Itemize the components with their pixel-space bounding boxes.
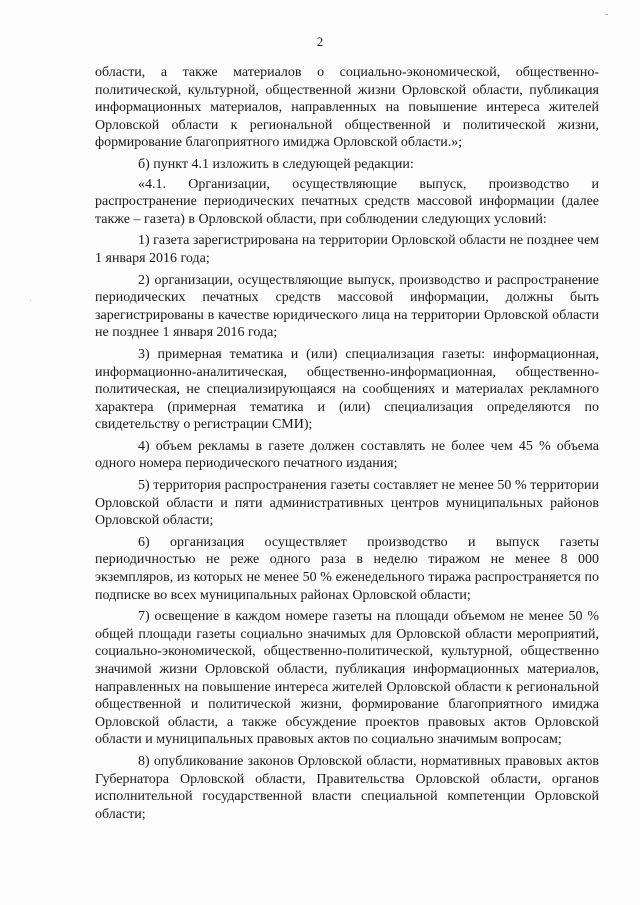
scan-mark [605, 14, 608, 15]
paragraph-amendment-b: б) пункт 4.1 изложить в следующей редакции: [138, 156, 414, 172]
paragraph-condition-8: 8) опубликование законов Орловской области, нормативных правовых актов Губернатора Орловской области, Правительства Орловской области, органов исполнительной государственной власти специальной компетенции Орловской области; [95, 753, 599, 822]
paragraph-condition-6: 6) организация осуществляет производство и выпуск газеты периодичностью не реже одного раза в неделю тиражом не менее 8 000 экземпляров, из которых не менее 50 % еженедельного тиража распространяется по подписке во всех муниципальных районах Орловской области; [95, 534, 599, 603]
paragraph-condition-7: 7) освещение в каждом номере газеты на площади объемом не менее 50 % общей площади газеты социально значимых для Орловской области мероприятий, социально-экономической, общественно-политической, культурной, общественно значимой жизни Орловской области, публикация информационных материалов, направленных на повышение интереса жителей Орловской области к региональной общественной и политической жизни, формирование благоприятного имиджа Орловской области, а также обсуждение проектов правовых актов Орловской области и муниципальных правовых актов по социально значимым вопросам; [95, 609, 599, 748]
paragraph-condition-3: 3) примерная тематика и (или) специализация газеты: информационная, информационно-аналитическая, общественно-информационная, общественно-политическая, не специализирующаяся на сообщениях и материалах рекламного характера (примерная тематика и (или) специализация определяются по свидетельству о регистрации СМИ); [95, 346, 599, 433]
paragraph-clause-4-1: «4.1. Организации, осуществляющие выпуск, производство и распространение периодических печатных средств массовой информации (далее также – газета) в Орловской области, при соблюдении следующих условий: [95, 176, 599, 227]
page-number: 2 [316, 34, 324, 49]
paragraph-condition-1: 1) газета зарегистрирована на территории Орловской области не позднее чем 1 января 2016 года; [95, 233, 600, 266]
paragraph-condition-2: 2) организации, осуществляющие выпуск, производство и распространение периодических печатных средств массовой информации, должны быть зарегистрированы в качестве юридического лица на территории Орловской области не позднее 1 января 2016 года; [95, 272, 599, 341]
paragraph-condition-4: 4) объем рекламы в газете должен составлять не более чем 45 % объема одного номера периодического печатного издания; [95, 438, 599, 472]
document-body [95, 64, 599, 825]
scan-mark [30, 300, 31, 301]
paragraph-continuation: области, а также материалов о социально-экономической, общественно-политической, культурной, общественной жизни Орловской области, публикация информационных материалов, направленных на повышение интереса жителей Орловской области к региональной общественной и политической жизни, формирование благоприятного имиджа Орловской области.»; [95, 65, 599, 151]
paragraph-condition-5: 5) территория распространения газеты составляет не менее 50 % территории Орловской области и пяти административных центров муниципальных районов Орловской области; [95, 478, 599, 529]
